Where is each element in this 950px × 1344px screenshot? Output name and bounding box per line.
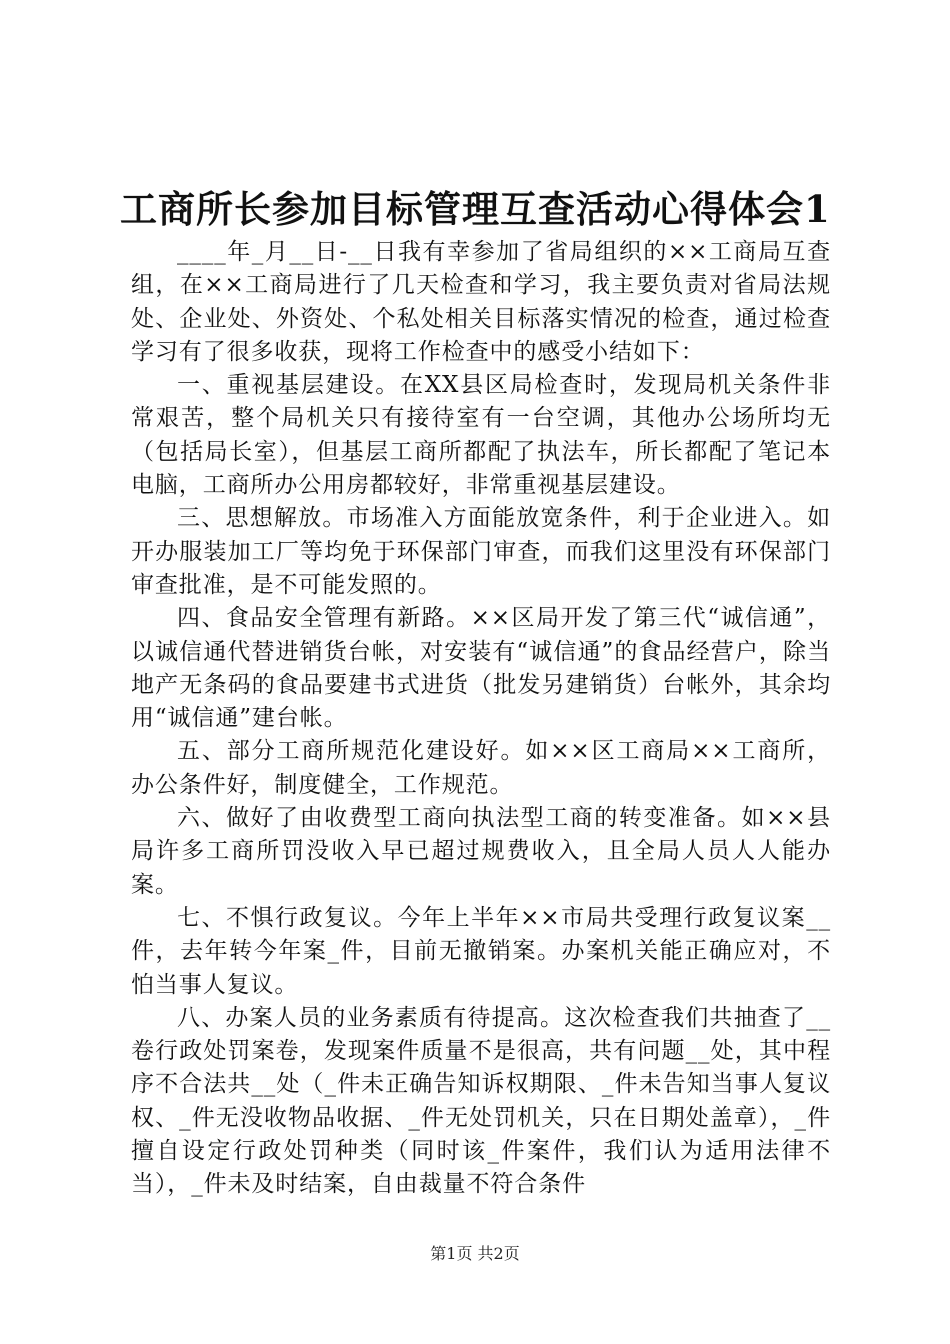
paragraph-4: 四、食品安全管理有新路。××区局开发了第三代“诚信通”，以诚信通代替进销货台帐，对安装有“诚信通”的食品经营户，除当地产无条码的食品要建书式进货（批发另建销货）台帐外，其余均用“诚信通”建台帐。 — [131, 605, 831, 732]
paragraph-intro: ____年_月__日-__日我有幸参加了省局组织的××工商局互查组，在××工商局进行了几天检查和学习，我主要负责对省局法规处、企业处、外资处、个私处相关目标落实情况的检查，通过检查学习有了很多收获，现将工作检查中的感受小结如下： — [131, 239, 831, 365]
paragraph-5: 五、部分工商所规范化建设好。如××区工商局××工商所，办公条件好，制度健全，工作规范。 — [131, 738, 831, 798]
paragraph-1: 一、重视基层建设。在XX县区局检查时，发现局机关条件非常艰苦，整个局机关只有接待室有一台空调，其他办公场所均无（包括局长室），但基层工商所都配了执法车，所长都配了笔记本电脑，工商所办公用房都较好，非常重视基层建设。 — [131, 372, 831, 499]
paragraph-7: 七、不惧行政复议。今年上半年××市局共受理行政复议案__件，去年转今年案_件，目前无撤销案。办案机关能正确应对，不怕当事人复议。 — [131, 904, 831, 998]
document-body — [131, 236, 831, 1202]
page-number: 第1页 共2页 — [430, 1244, 520, 1263]
document-title: 工商所长参加目标管理互查活动心得体会1 — [120, 187, 831, 231]
paragraph-3: 三、思想解放。市场准入方面能放宽条件，利于企业进入。如开办服装加工厂等均免于环保部门审查，而我们这里没有环保部门审查批准，是不可能发照的。 — [131, 505, 831, 598]
paragraph-8: 八、办案人员的业务素质有待提高。这次检查我们共抽查了__卷行政处罚案卷，发现案件质量不是很高，共有问题__处，其中程序不合法共__处（_件未正确告知诉权期限、_件未告知当事人复议权、_件无没收物品收据、_件无处罚机关，只在日期处盖章），_件擅自设定行政处罚种类（同时该_件案件，我们认为适用法律不当），_件未及时结案，自由裁量不符合条件 — [131, 1004, 831, 1198]
paragraph-6: 六、做好了由收费型工商向执法型工商的转变准备。如××县局许多工商所罚没收入早已超过规费收入，且全局人员人人能办案。 — [131, 805, 831, 898]
